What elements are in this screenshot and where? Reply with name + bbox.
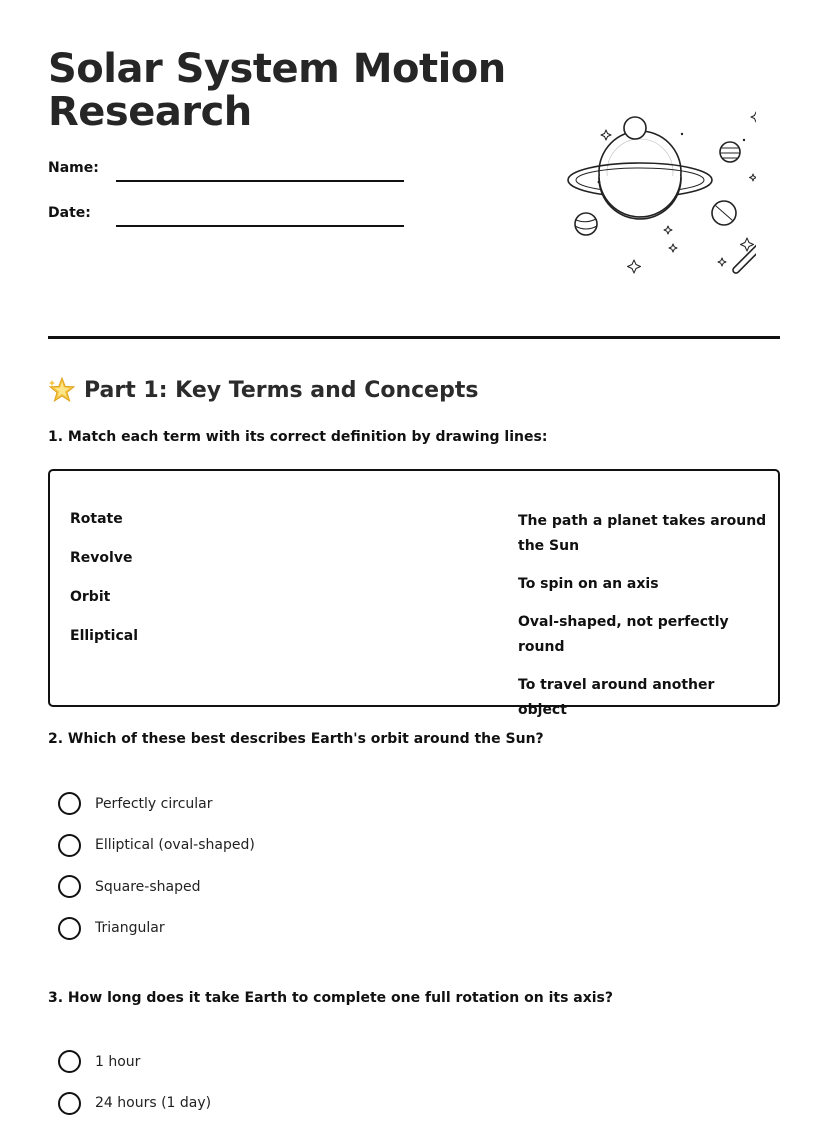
term-item[interactable]: Orbit (70, 587, 370, 626)
option-label: Triangular (95, 920, 165, 936)
question-2: 2. Which of these best describes Earth's orbit around the Sun? (48, 731, 544, 747)
star-icon (48, 376, 76, 404)
question-1: 1. Match each term with its correct definition by drawing lines: (48, 429, 547, 445)
option-label: Perfectly circular (95, 796, 213, 812)
worksheet-page (48, 0, 780, 1118)
radio-option[interactable] (58, 866, 458, 908)
option-label: Square-shaped (95, 879, 200, 895)
radio-button[interactable] (58, 792, 81, 815)
name-field[interactable] (48, 160, 408, 190)
radio-option[interactable] (58, 908, 458, 950)
solar-system-illustration-icon (542, 98, 756, 286)
definition-item[interactable]: Oval-shaped, not perfectly round (518, 610, 768, 660)
matching-box (48, 469, 780, 707)
radio-button[interactable] (58, 1092, 81, 1115)
question-2-options (58, 783, 458, 949)
definition-item[interactable]: The path a planet takes around the Sun (518, 509, 768, 559)
option-label: 24 hours (1 day) (95, 1095, 211, 1111)
option-label: 1 hour (95, 1054, 140, 1070)
definitions-column (518, 509, 768, 736)
definition-item[interactable]: To travel around another object (518, 673, 768, 723)
page-title: Solar System Motion Research (48, 48, 508, 134)
radio-option[interactable] (58, 783, 458, 825)
term-item[interactable]: Revolve (70, 548, 370, 587)
radio-button[interactable] (58, 917, 81, 940)
radio-button[interactable] (58, 834, 81, 857)
option-label: Elliptical (oval-shaped) (95, 837, 255, 853)
name-line[interactable] (116, 180, 404, 182)
term-item[interactable]: Rotate (70, 509, 370, 548)
part1-title: Part 1: Key Terms and Concepts (84, 378, 478, 403)
part1-heading (48, 374, 478, 406)
radio-option[interactable] (58, 825, 458, 867)
terms-column (70, 509, 370, 665)
radio-button[interactable] (58, 875, 81, 898)
name-label: Name: (48, 160, 99, 176)
date-line[interactable] (116, 225, 404, 227)
question-3: 3. How long does it take Earth to complete one full rotation on its axis? (48, 990, 613, 1006)
radio-button[interactable] (58, 1050, 81, 1073)
radio-option[interactable] (58, 1041, 458, 1083)
term-item[interactable]: Elliptical (70, 626, 370, 665)
date-label: Date: (48, 205, 91, 221)
section-divider (48, 336, 780, 339)
definition-item[interactable]: To spin on an axis (518, 572, 768, 597)
question-3-options (58, 1041, 458, 1124)
date-field[interactable] (48, 205, 408, 235)
